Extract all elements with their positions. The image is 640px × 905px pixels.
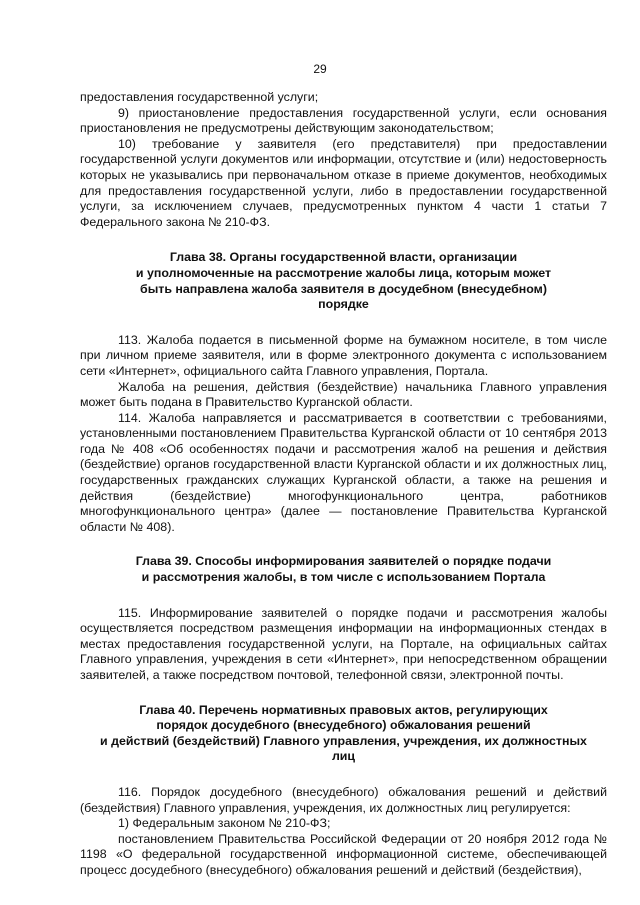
- chapter-39-title-line: и рассмотрения жалобы, в том числе с использованием Портала: [141, 570, 546, 585]
- paragraph-116-item-1: 1) Федеральным законом № 210-ФЗ;: [118, 816, 331, 831]
- chapter-40-heading: [80, 703, 607, 765]
- chapter-39-title-line: Глава 39. Способы информирования заявителей о порядке подачи: [135, 554, 552, 569]
- paragraph-115: 115. Информирование заявителей о порядке подачи и рассмотрения жалобы осуществляется посредством размещения информации на информационных стендах в местах предоставления государственной услуги, на Портале, на официальных сайтах Главного управления, учреждения в сети «Интернет», при непосредственном обращении заявителей, а также посредством почтовой, телефонной связи, электронной почты.: [80, 605, 607, 682]
- chapter-38-heading: [80, 250, 607, 312]
- chapter-38-title-line: и уполномоченные на рассмотрение жалобы лица, которым может: [135, 265, 552, 280]
- paragraph-116: 116. Порядок досудебного (внесудебного) обжалования решений и действий (бездействия) Главного управления, учреждения, их должностных лиц регулируется:: [80, 784, 607, 815]
- paragraph-item-10: 10) требование у заявителя (его представителя) при предоставлении государственной услуги документов или информации, отсутствие и (или) недостоверность которых не указывались при первоначальном отказе в приеме документов, необходимых для предоставления государственной услуги, либо в предоставлении государственной услуги, за исключением случаев, предусмотренных пунктом 4 части 1 статьи 7 Федерального закона № 210-ФЗ.: [80, 136, 607, 229]
- chapter-38-title-line: Глава 38. Органы государственной власти, организации: [169, 250, 518, 265]
- paragraph-113-complaint-head: Жалоба на решения, действия (бездействие) начальника Главного управления может быть подана в Правительство Курганской области.: [80, 379, 607, 410]
- paragraph-116-decree: постановлением Правительства Российской Федерации от 20 ноября 2012 года № 1198 «О федеральной государственной информационной системе, обеспечивающей процесс досудебного (внесудебного) обжалования решений и действий (бездействия),: [80, 831, 607, 877]
- chapter-39-heading: [80, 554, 607, 585]
- chapter-40-title-line: Глава 40. Перечень нормативных правовых актов, регулирующих: [139, 702, 548, 717]
- chapter-38-title-line: порядке: [318, 297, 369, 312]
- chapter-38-title-line: быть направлена жалоба заявителя в досудебном (внесудебном): [140, 281, 547, 296]
- chapter-40-title-line: порядок досудебного (внесудебного) обжалования решений: [156, 718, 531, 733]
- chapter-40-title-line: лиц: [331, 749, 356, 764]
- paragraph-113: 113. Жалоба подается в письменной форме на бумажном носителе, в том числе при личном приеме заявителя, или в форме электронного документа с использованием сети «Интернет», официального сайта Главного управления, Портала.: [80, 332, 607, 378]
- paragraph-item-9: 9) приостановление предоставления государственной услуги, если основания приостановления не предусмотрены действующим законодательством;: [80, 105, 607, 136]
- page-number: 29: [313, 62, 327, 76]
- page-content: [80, 90, 607, 879]
- chapter-40-title-line: и действий (бездействий) Главного управления, учреждения, их должностных: [100, 733, 587, 748]
- paragraph-114: 114. Жалоба направляется и рассматривается в соответствии с требованиями, установленными постановлением Правительства Курганской области от 10 сентября 2013 года № 408 «Об особенностях подачи и рассмотрения жалоб на решения и действия (бездействие) органов государственной власти Курганской области и их должностных лиц, государственных гражданских служащих Курганской области, а также на решения и действия (бездействие) многофункционального центра, работников многофункционального центра» (далее — постановление Правительства Курганской области № 408).: [80, 410, 607, 534]
- paragraph-continuation: предоставления государственной услуги;: [80, 90, 319, 104]
